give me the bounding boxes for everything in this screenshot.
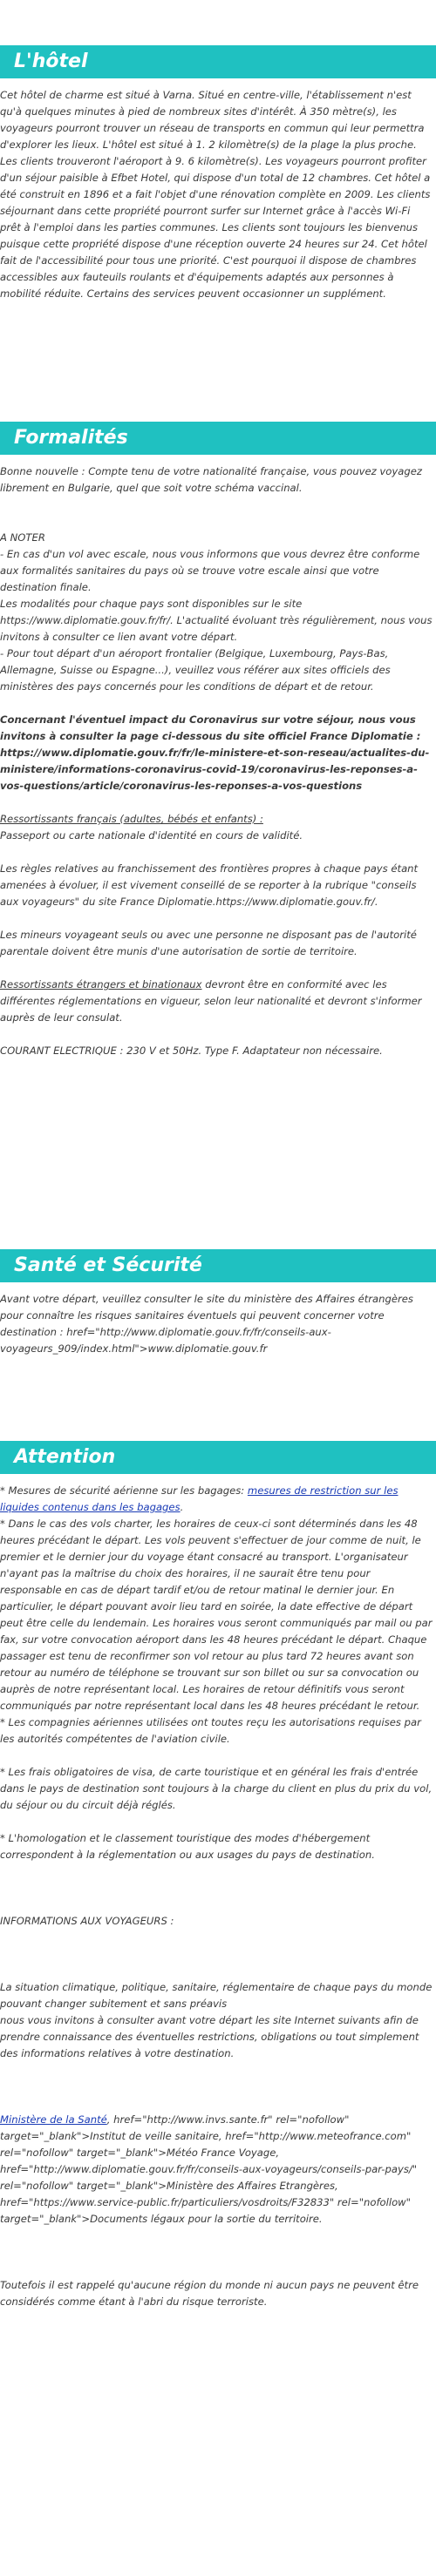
a-noter-title: A NOTER <box>0 531 45 544</box>
attention-content <box>0 1483 433 2310</box>
ressortissants-etrangers-title: Ressortissants étrangers et binationaux <box>0 978 202 991</box>
mesures-securite <box>0 1483 433 1516</box>
a-noter-escale: - En cas d'un vol avec escale, nous vous informons que vous devrez être conforme aux formalités sanitaires du pays où se trouve votre escale ainsi que votre destination finale. <box>0 548 420 593</box>
hotel-description <box>0 87 433 302</box>
courant-electrique: COURANT ELECTRIQUE : 230 V et 50Hz. Type F. Adaptateur non nécessaire. <box>0 1045 383 1057</box>
formalites-intro: Bonne nouvelle : Compte tenu de votre nationalité française, vous pouvez voyagez librement en Bulgarie, quel que soit votre schéma vaccinal. <box>0 465 422 494</box>
sante-content <box>0 1291 433 1357</box>
ressortissants-francais-title: Ressortissants français (adultes, bébés et enfants) : <box>0 813 263 825</box>
ressortissants-francais-body: Passeport ou carte nationale d'identité en cours de validité. <box>0 829 303 842</box>
sante-body: Avant votre départ, veuillez consulter le site du ministère des Affaires étrangères pour connaître les risques sanitaires éventuels qui peuvent concerner votre destination : href="http://www.diplomatie.gouv.fr/fr/conseils-aux-voyageurs_909/index.html">www.diplomatie.gouv.fr <box>0 1293 413 1355</box>
ministere-sante-link[interactable]: Ministère de la Santé <box>0 2113 107 2126</box>
attention-section-header <box>0 1441 436 1474</box>
liens-officiels-rest: , href="http://www.invs.sante.fr" rel="nofollow" target="_blank">Institut de veille sanitaire, href="http://www.meteofrance.com" rel="nofollow" target="_blank">Météo France Voyage, href="http://www.diplomatie.gouv.fr/fr/conseils-aux-voyageurs/conseils-par-pays/" rel="nofollow" target="_blank">Ministère des Affaires Etrangères, href="https://www.service-public.fr/particuliers/vosdroits/F32833" rel="nofollow" target="_blank">Documents légaux pour la sortie du territoire. <box>0 2113 418 2225</box>
toutefois-notice: Toutefois il est rappelé qu'aucune région du monde ni aucun pays ne peuvent être considérés comme étant à l'abri du risque terroriste. <box>0 2279 419 2308</box>
a-noter-frontalier: - Pour tout départ d'un aéroport frontalier (Belgique, Luxembourg, Pays-Bas, Allemagne, Suisse ou Espagne...), veuillez vous référer aux sites officiels des ministères des pays concernés pour les conditions de départ et de retour. <box>0 647 391 693</box>
ressortissants-etrangers-body: devront être en conformité avec les différentes réglementations en vigueur, selon leur nationalité et devront s'informer auprès de leur consulat. <box>0 978 422 1024</box>
formalites-section-header <box>0 422 436 455</box>
a-noter-modalites: Les modalités pour chaque pays sont disponibles sur le site https://www.diplomatie.gouv.fr/fr/. L'actualité évoluant très régulièrement, nous vous invitons à consulter ce lien avant votre départ. <box>0 598 433 643</box>
liens-officiels <box>0 2112 433 2228</box>
hotel-section-header <box>0 45 436 78</box>
covid-notice: Concernant l'éventuel impact du Coronavirus sur votre séjour, nous vous invitons à consulter la page ci-dessous du site officiel France Diplomatie : https://www.diplomatie.gouv.fr/fr/le-ministere-et-son-reseau/actualites-du-ministere/informations-coronavirus-covid-19/coronavirus-les-reponses-a-vos-questions/article/coronavirus-les-reponses-a-vos-questions <box>0 713 430 792</box>
sante-section-header <box>0 1249 436 1282</box>
attention-section-title: Attention <box>14 1446 116 1468</box>
mesures-prefix: * Mesures de sécurité aérienne sur les bagages: <box>0 1484 248 1497</box>
informations-voyageurs-title: INFORMATIONS AUX VOYAGEURS : <box>0 1915 174 1927</box>
invitons-notice: nous vous invitons à consulter avant votre départ les site Internet suivants afin de prendre connaissance des éventuelles restrictions, obligations ou tout simplement des informations relatives à votre destination. <box>0 2014 419 2059</box>
mineurs-notice: Les mineurs voyageant seuls ou avec une personne ne disposant pas de l'autorité parentale doivent être munis d'une autorisation de sortie de territoire. <box>0 929 417 957</box>
situation-notice: La situation climatique, politique, sanitaire, réglementaire de chaque pays du monde pouvant changer subitement et sans préavis <box>0 1981 433 2010</box>
vols-charter: * Dans le cas des vols charter, les horaires de ceux-ci sont déterminés dans les 48 heures précédant le départ. Les vols peuvent s'effectuer de jour comme de nuit, le premier et le dernier jour du voyage étant consacré au transport. L'organisateur n'ayant pas la maîtrise du choix des horaires, il ne saurait être tenu pour responsable en cas de départ tardif et/ou de retour matinal le dernier jour. En particulier, le départ pouvant avoir lieu tard en soirée, la date effective de départ peut être celle du lendemain. Les horaires vous seront communiqués par mail ou par fax, sur votre convocation aéroport dans les 48 heures précédant le départ. Chaque passager est tenu de reconfirmer son vol retour au plus tard 72 heures avant son retour au numéro de téléphone se trouvant sur son billet ou sur sa convocation ou auprès de notre représentant local. Les horaires de retour définitifs vous seront communiqués par notre représentant local dans les 48 heures précédant le retour. <box>0 1518 433 1712</box>
hotel-section-title: L'hôtel <box>14 51 88 72</box>
formalites-content <box>0 463 433 1059</box>
homologation: * L'homologation et le classement touristique des modes d'hébergement correspondent à la réglementation ou aux usages du pays de destination. <box>0 1832 375 1861</box>
regles-frontieres: Les règles relatives au franchissement des frontières propres à chaque pays étant amenées à évoluer, il est vivement conseillé de se reporter à la rubrique "conseils aux voyageurs" du site France Diplomatie.https://www.diplomatie.gouv.fr/. <box>0 862 419 908</box>
frais-obligatoires: * Les frais obligatoires de visa, de carte touristique et en général les frais d'entrée dans le pays de destination sont toujours à la charge du client en plus du prix du vol, du séjour ou du circuit déjà réglés. <box>0 1766 433 1811</box>
sante-section-title: Santé et Sécurité <box>14 1254 202 1276</box>
liquides-restriction-link[interactable]: mesures de restriction sur les liquides contenus dans les bagages <box>0 1484 399 1513</box>
ressortissants-etrangers <box>0 977 433 1026</box>
hotel-body: Cet hôtel de charme est situé à Varna. Situé en centre-ville, l'établissement n'est qu'à quelques minutes à pied de nombreux sites d'intérêt. À 350 mètre(s), les voyageurs pourront trouver un réseau de transports en commun qui leur permettra d'explorer les lieux. L'hôtel est situé à 1. 2 kilomètre(s) de la plage la plus proche. Les clients trouveront l'aéroport à 9. 6 kilomètre(s). Les voyageurs pourront profiter d'un séjour paisible à Efbet Hotel, qui dispose d'un total de 12 chambres. Cet hôtel a été construit en 1896 et a fait l'objet d'une rénovation complète en 2009. Les clients séjournant dans cette propriété pourront surfer sur Internet grâce à l'accès Wi-Fi prêt à l'emploi dans les parties communes. Les clients sont toujours les bienvenus puisque cette propriété dispose d'une réception ouverte 24 heures sur 24. Cet hôtel fait de l'accessibilité pour tous une priorité. C'est pourquoi il dispose de chambres accessibles aux fauteuils roulants et d'équipements adaptés aux personnes à mobilité réduite. Certains des services peuvent occasionner un supplément. <box>0 89 431 300</box>
formalites-section-title: Formalités <box>14 427 128 449</box>
mesures-suffix: . <box>180 1501 184 1513</box>
compagnies-aeriennes: * Les compagnies aériennes utilisées ont toutes reçu les autorisations requises par les autorités compétentes de l'aviation civile. <box>0 1716 421 1745</box>
